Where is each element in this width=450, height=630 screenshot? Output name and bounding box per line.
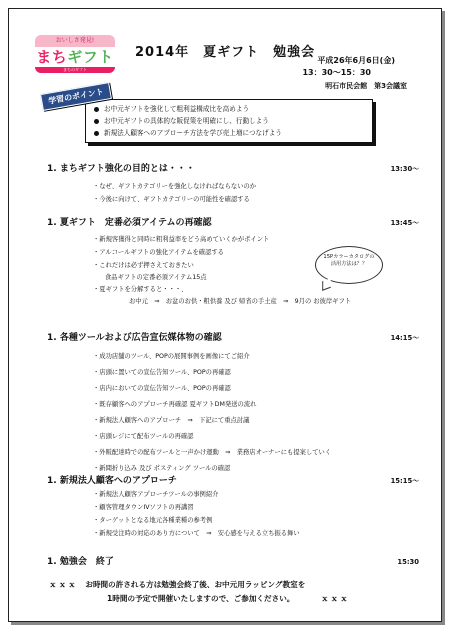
wrapping-class-notice [49, 578, 429, 606]
section-heading: 1. まちギフト強化の目的とは・・・ [47, 164, 195, 174]
list-subitem: 食品ギフトの定番必須アイテム15点 [105, 274, 207, 281]
event-time: 13：30～15：30 [302, 68, 371, 77]
list-item: ・店頭レジにて配布ツールの再確認 [93, 433, 194, 440]
list-item: ・今後に向けて、ギフトカテゴリーの可能性を確認する [93, 196, 250, 203]
section-head [47, 554, 419, 567]
section-heading: 1. 夏ギフト 定番必須アイテムの再確認 [47, 218, 212, 228]
bullet-icon [94, 107, 99, 112]
notice-line-2 [107, 592, 429, 606]
section-tools [47, 330, 419, 477]
event-venue: 明石市民会館 第3会議室 [325, 82, 407, 90]
point-item [94, 103, 364, 115]
section-purpose [47, 161, 419, 206]
point-item [94, 115, 364, 127]
logo-footer: まちのギフト [35, 67, 115, 73]
section-time: 14:15～ [390, 334, 419, 342]
list-item: ・新聞折り込み 及び ポスティング ツールの確認 [93, 465, 231, 472]
list-item: ・店内においての宣伝告知ツール、POPの再確認 [93, 385, 231, 392]
list-item: ・店頭に置いての宣伝告知ツール、POPの再確認 [93, 369, 231, 376]
page-title: 2014年 夏ギフト 勉強会 [135, 45, 316, 60]
points-label: 学習のポイント [40, 82, 112, 111]
list-item: ・これだけは必ず押さえておきたい [93, 262, 194, 269]
logo-wordmark [35, 47, 115, 67]
section-head [47, 473, 419, 486]
list-item: ・新規法人顧客へのアプローチ ⇒ 下記にて重点討議 [93, 417, 250, 424]
list-item: ・成功店舗のツール、POPの展開事例を画像にてご紹介 [93, 353, 250, 360]
list-item: ・新規受注時の対応のあり方について ⇒ 安心感を与える立ち振る舞い [93, 530, 300, 537]
notice-text: お時間の許される方は勉強会終了後、お中元用ラッピング教室を [85, 580, 306, 589]
list-item: ・ターゲットとなる地元各種業種の参考例 [93, 517, 213, 524]
point-text: お中元ギフトを強化して粗利益構成比を高めよう [104, 105, 250, 113]
list-item: ・既存顧客へのアプローチ再確認 夏ギフトDM発送の流れ [93, 401, 257, 408]
flyer-page [8, 8, 442, 622]
bullet-icon [94, 131, 99, 136]
notice-line-1 [49, 578, 429, 592]
section-head [47, 215, 419, 228]
event-date: 平成26年6月6日(金) [317, 56, 395, 65]
list-item: ・新規客獲得と同時に粗利益率をどう高めていくかがポイント [93, 236, 270, 243]
list-item: ・アルコールギフトの強化アイテムを確認する [93, 249, 224, 256]
bullet-icon [94, 119, 99, 124]
logo-main-b: ギフト [67, 48, 114, 66]
section-time: 13:45～ [390, 219, 419, 227]
section-head [47, 330, 419, 343]
list-item: ・夏ギフトを分解すると・・・、 [93, 286, 188, 293]
section-time: 13:30～ [390, 165, 419, 173]
point-text: 新規法人顧客へのアプローチ方法を学び売上増につなげよう [104, 129, 282, 137]
speech-bubble: 15Pカラーカタログの活用方法は？？ [315, 246, 383, 284]
section-new-corporate [47, 473, 419, 540]
list-item: ・なぜ、ギフトカテゴリーを強化しなければならないのか [93, 183, 257, 190]
point-item [94, 127, 364, 139]
list-item: ・顧客管理タウンIVソフトの再講習 [93, 504, 194, 511]
logo-main-a: まち [36, 48, 68, 66]
machi-gift-logo [35, 35, 115, 73]
notice-mark: ｘｘｘ [320, 594, 350, 603]
learning-points-box [85, 99, 373, 143]
notice-mark: ｘｘｘ [49, 580, 78, 589]
section-time: 15:15～ [390, 477, 419, 485]
section-head [47, 161, 419, 174]
point-text: お中元ギフトの具体的な販促策を明確にし、行動しよう [104, 117, 269, 125]
section-heading: 1. 勉強会 終了 [47, 557, 114, 567]
section-heading: 1. 各種ツールおよび広告宣伝媒体物の確認 [47, 333, 222, 343]
list-item: ・新規法人顧客アプローチツールの事例紹介 [93, 491, 219, 498]
logo-tagline: おいしさ発見! [35, 35, 115, 47]
section-time: 15:30 [397, 558, 419, 566]
section-heading: 1. 新規法人顧客へのアプローチ [47, 476, 177, 486]
list-subitem: お中元 ⇒ お盆のお供・粗供養 及び 帰省の手土産 ⇒ 9月の お彼岸ギフト [129, 298, 352, 305]
list-item: ・外販配達時での配布ツールと一声かけ運動 ⇒ 業務店オーナーにも提案していく [93, 449, 332, 456]
notice-text: 1時間の予定で開催いたしますので、ご参加ください。 [107, 594, 291, 603]
section-end [47, 554, 419, 567]
